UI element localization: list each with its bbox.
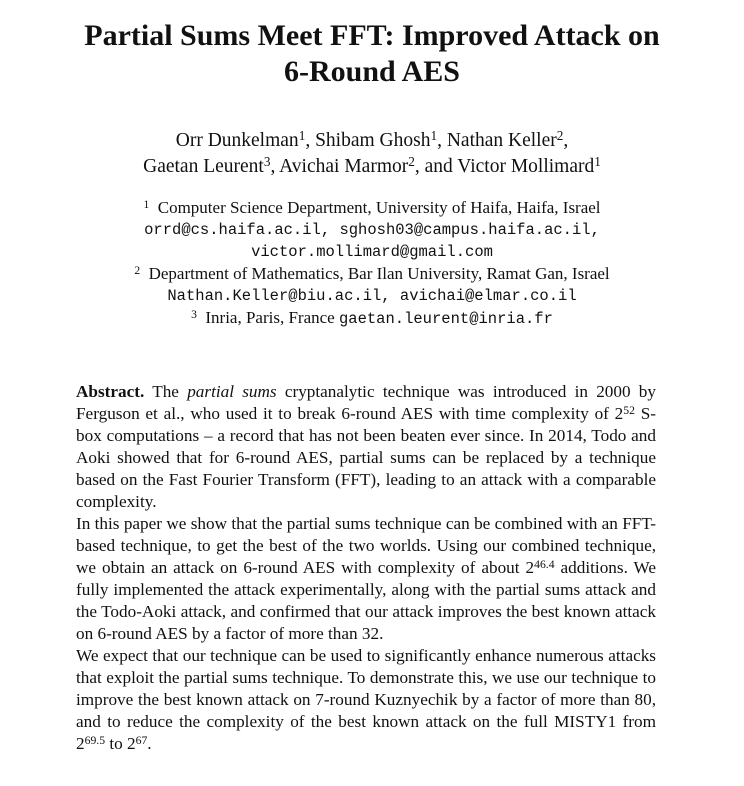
author-affiliation-mark: 1 bbox=[298, 128, 306, 144]
affiliation-1-emails-cont: victor.mollimard@gmail.com bbox=[251, 243, 493, 261]
author-name: Nathan Keller bbox=[446, 130, 557, 151]
abstract bbox=[76, 381, 656, 755]
author-affiliation-mark: 2 bbox=[408, 154, 415, 170]
abstract-text: We expect that our technique can be used to significantly enhance numerous attacks that exploit the partial sums technique. To demonstrate this, we use our technique to improve the best known attack on 7-round Kuznyechik by a factor of more than 80, and to reduce the complexity of the best known attack on the full MISTY1 from 2 bbox=[76, 646, 656, 753]
author-name: Avichai Marmor bbox=[279, 156, 409, 177]
affiliation-text: Department of Mathematics, Bar Ilan University, Ramat Gan, Israel bbox=[148, 264, 610, 283]
author-affiliation-mark: 1 bbox=[430, 128, 438, 144]
author-affiliation-mark: 1 bbox=[594, 154, 601, 170]
affiliation-text: Inria, Paris, France bbox=[205, 308, 335, 327]
abstract-text: In this paper we show that the partial sums technique can be combined with an FFT-based technique, to get the best of the two worlds. Using our combined technique, we obtain an attack on 6-round AES with complexity of about 2 bbox=[76, 514, 656, 577]
author-name: Orr Dunkelman bbox=[175, 130, 299, 151]
affiliation-1 bbox=[0, 197, 744, 219]
author-separator: , bbox=[437, 130, 447, 151]
paper-title bbox=[0, 18, 744, 90]
affiliation-3 bbox=[0, 307, 744, 330]
title-line-2: 6-Round AES bbox=[284, 55, 460, 88]
abstract-text: S-box computations – a record that has not been beaten ever since. In 2014, Todo and Aoki showed that for 6-round AES, partial sums can be replaced by a technique based on the Fast Fourier Transform (FFT), leading to an attack with a comparable complexity. bbox=[76, 404, 656, 511]
abstract-label: Abstract. bbox=[76, 382, 145, 401]
affiliation-list bbox=[0, 197, 744, 330]
author-line-1 bbox=[0, 128, 744, 154]
author-separator: , and bbox=[414, 156, 458, 177]
author-separator: , bbox=[270, 156, 280, 177]
abstract-text: The bbox=[152, 382, 179, 401]
abstract-exponent: 67 bbox=[135, 733, 148, 747]
author-name: Victor Mollimard bbox=[457, 156, 595, 177]
abstract-emphasis: partial sums bbox=[187, 382, 277, 401]
abstract-text: additions. We fully implemented the attack experimentally, along with the partial sums attack and the Todo-Aoki attack, and confirmed that our attack improves the best known attack on 6-round AES by a factor of more than 32. bbox=[76, 558, 657, 643]
abstract-text: . bbox=[147, 734, 152, 753]
affiliation-3-email: gaetan.leurent@inria.fr bbox=[338, 310, 553, 328]
author-affiliation-mark: 3 bbox=[263, 154, 271, 170]
affiliation-2-emails: Nathan.Keller@biu.ac.il, avichai@elmar.co.il bbox=[167, 287, 577, 305]
affiliation-number: 3 bbox=[191, 307, 197, 321]
affiliation-text: Computer Science Department, University of Haifa, Haifa, Israel bbox=[157, 198, 601, 217]
author-line-2 bbox=[0, 154, 744, 180]
affiliation-1-emails: orrd@cs.haifa.ac.il, sghosh03@campus.haifa.ac.il, bbox=[144, 221, 600, 239]
title-line-1: Partial Sums Meet FFT: Improved Attack on bbox=[84, 19, 660, 52]
abstract-exponent: 46.4 bbox=[534, 557, 555, 571]
affiliation-number: 1 bbox=[143, 197, 150, 211]
abstract-text: cryptanalytic technique was introduced in 2000 by Ferguson et al., who used it to break 6-round AES with time complexity of 2 bbox=[76, 382, 656, 423]
author-affiliation-mark: 2 bbox=[556, 128, 564, 144]
abstract-paragraph-3 bbox=[76, 645, 656, 755]
author-list bbox=[0, 128, 744, 180]
abstract-exponent: 52 bbox=[623, 403, 635, 417]
abstract-paragraph-2 bbox=[76, 513, 656, 645]
author-separator: , bbox=[305, 130, 316, 151]
author-name: Shibam Ghosh bbox=[315, 130, 431, 151]
abstract-exponent: 69.5 bbox=[84, 733, 106, 747]
author-separator: , bbox=[563, 130, 569, 151]
abstract-text: to 2 bbox=[109, 734, 136, 753]
affiliation-2 bbox=[0, 263, 744, 285]
author-name: Gaetan Leurent bbox=[143, 156, 264, 177]
affiliation-number: 2 bbox=[134, 263, 141, 277]
abstract-paragraph-1 bbox=[76, 381, 656, 513]
